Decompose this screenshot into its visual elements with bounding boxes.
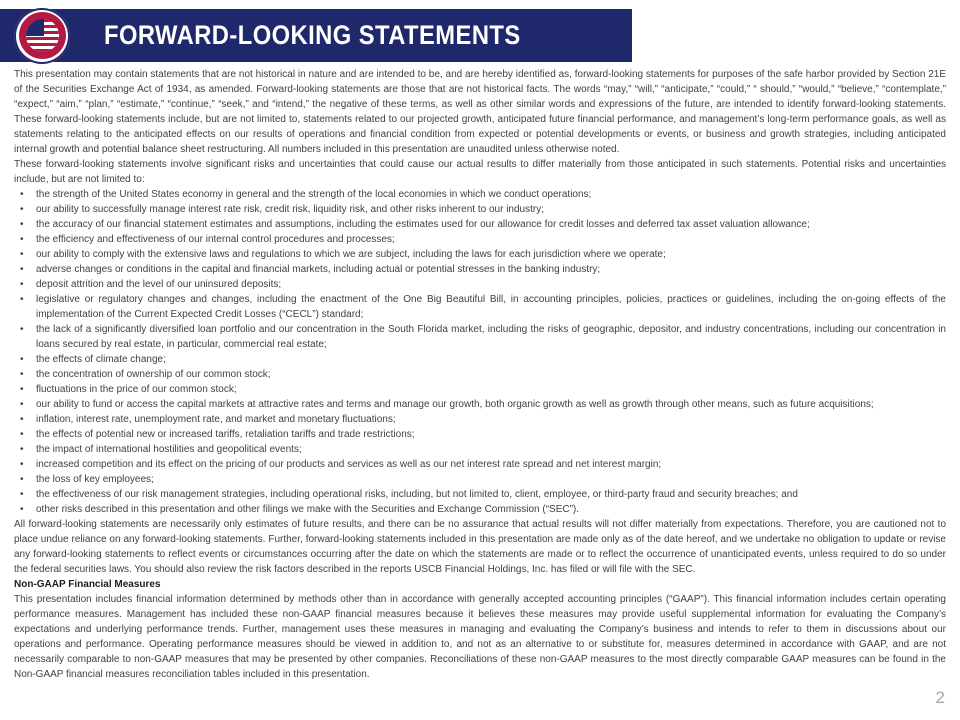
bullet-text: the concentration of ownership of our common stock;	[36, 369, 271, 380]
bullet-icon: •	[20, 489, 24, 500]
list-item	[14, 502, 946, 517]
list-item	[14, 487, 946, 502]
bullet-icon: •	[20, 324, 24, 335]
risk-bullet-list	[14, 187, 946, 517]
bullet-icon: •	[20, 369, 24, 380]
list-item	[14, 412, 946, 427]
bullet-text: our ability to fund or access the capital markets at attractive rates and terms and manage our growth, both organic growth as well as growth through other means, such as future acquisitions;	[36, 399, 874, 410]
bullet-icon: •	[20, 204, 24, 215]
header-bar	[0, 9, 632, 62]
bullet-icon: •	[20, 384, 24, 395]
non-gaap-paragraph: This presentation includes financial information determined by methods other than in accordance with generally accepted accounting principles (“GAAP”). This financial information includes certain operating performance measures. Management has included these non-GAAP financial measures because it believes these measures may provide useful supplemental information for evaluating the Company’s expectations and underlying performance trends. Further, management uses these measures in managing and evaluating the Company’s business and intends to refer to them in discussions about our operations and performance. Operating performance measures should be viewed in addition to, and not as an alternative to or substitute for, measures determined in accordance with GAAP, and are not necessarily comparable to non-GAAP measures that may be presented by other companies. Reconciliations of these non-GAAP measures to the most directly comparable GAAP measures can be found in the Non-GAAP financial measures reconciliation tables included in this presentation.	[14, 594, 946, 680]
bullet-text: the strength of the United States economy in general and the strength of the local economies in which we conduct operations;	[36, 189, 592, 200]
list-item	[14, 457, 946, 472]
list-item	[14, 262, 946, 277]
flag-canton-icon	[26, 19, 44, 36]
bullet-text: other risks described in this presentation and other filings we make with the Securities and Exchange Commission (“SEC”).	[36, 504, 580, 515]
bullet-icon: •	[20, 474, 24, 485]
bullet-text: inflation, interest rate, unemployment rate, and market and monetary fluctuations;	[36, 414, 396, 425]
bullet-text: legislative or regulatory changes and changes, including the enactment of the One Big Beautiful Bill, in accounting principles, policies, practices or guidelines, including the on-going effects of the implementation of the Current Expected Credit Losses (“CECL”) standard;	[36, 294, 946, 320]
bullet-icon: •	[20, 414, 24, 425]
bullet-icon: •	[20, 354, 24, 365]
list-item	[14, 352, 946, 367]
bullet-text: the impact of international hostilities and geopolitical events;	[36, 444, 302, 455]
list-item	[14, 442, 946, 457]
bullet-icon: •	[20, 249, 24, 260]
non-gaap-heading: Non-GAAP Financial Measures	[14, 579, 161, 590]
bullet-text: the efficiency and effectiveness of our internal control procedures and processes;	[36, 234, 395, 245]
bullet-icon: •	[20, 429, 24, 440]
closing-paragraph: All forward-looking statements are necessarily only estimates of future results, and there can be no assurance that actual results will not differ materially from expectations. Therefore, you are cautioned not to place undue reliance on any forward-looking statements. Further, forward-looking statements included in this presentation are made only as of the date hereof, and we undertake no obligation to update or revise any forward-looking statements to reflect events or circumstances occurring after the date on which the statements are made or to reflect the occurrence of unanticipated events, unless required to do so under the federal securities laws. You should also review the risk factors described in the reports USCB Financial Holdings, Inc. has filed or will file with the SEC.	[14, 519, 946, 575]
bullet-text: adverse changes or conditions in the capital and financial markets, including actual or potential stresses in the banking industry;	[36, 264, 601, 275]
bullet-icon: •	[20, 219, 24, 230]
list-item	[14, 202, 946, 217]
list-item	[14, 367, 946, 382]
list-item	[14, 427, 946, 442]
bullet-icon: •	[20, 279, 24, 290]
bullet-icon: •	[20, 234, 24, 245]
bullet-icon: •	[20, 264, 24, 275]
list-item	[14, 187, 946, 202]
bullet-icon: •	[20, 399, 24, 410]
bullet-icon: •	[20, 459, 24, 470]
list-item	[14, 277, 946, 292]
bullet-text: the effects of potential new or increased tariffs, retaliation tariffs and trade restrictions;	[36, 429, 415, 440]
bullet-text: the effectiveness of our risk management strategies, including operational risks, including, but not limited to, client, employee, or third-party fraud and security breaches; and	[36, 489, 798, 500]
bullet-text: the effects of climate change;	[36, 354, 166, 365]
list-item	[14, 217, 946, 232]
list-item	[14, 292, 946, 322]
list-item	[14, 232, 946, 247]
bullet-text: deposit attrition and the level of our uninsured deposits;	[36, 279, 282, 290]
flag-icon	[26, 19, 59, 52]
bullet-icon: •	[20, 189, 24, 200]
list-item	[14, 397, 946, 412]
bullet-text: fluctuations in the price of our common stock;	[36, 384, 237, 395]
intro-paragraph-2: These forward-looking statements involve significant risks and uncertainties that could cause our actual results to differ materially from those anticipated in such statements. Potential risks and uncertainties include, but are not limited to:	[14, 159, 946, 185]
logo-red-ring	[19, 12, 66, 59]
page-title: FORWARD-LOOKING STATEMENTS	[104, 20, 521, 50]
bullet-text: the loss of key employees;	[36, 474, 154, 485]
page-number: 2	[935, 688, 945, 707]
bullet-icon: •	[20, 294, 24, 305]
bullet-text: increased competition and its effect on the pricing of our products and services as well as our net interest rate spread and net interest margin;	[36, 459, 662, 470]
list-item	[14, 247, 946, 262]
list-item	[14, 322, 946, 352]
bullet-icon: •	[20, 444, 24, 455]
uscb-logo	[14, 8, 70, 64]
intro-paragraph-1: This presentation may contain statements that are not historical in nature and are intended to be, and are hereby identified as, forward-looking statements for purposes of the safe harbor provided by Section 21E of the Securities Exchange Act of 1934, as amended. Forward-looking statements are those that are not historical facts. The words “may,” “will,” “anticipate,” “could,” “ should,” “would,” “believe,” “contemplate,” “expect,” “aim,” “plan,” “estimate,” “continue,” “seek,” and “intend,” the negative of these terms, as well as other similar words and expressions of the future, are intended to identify forward-looking statements. These forward-looking statements include, but are not limited to, statements related to our projected growth, anticipated future financial performance, and management’s long-term performance goals, as well as statements relating to the anticipated effects on our results of operations and financial condition from expected or potential developments or events, or business and growth strategies, including anticipated internal growth and potential balance sheet restructuring. All numbers included in this presentation are unaudited unless otherwise noted.	[14, 69, 946, 155]
bullet-text: the lack of a significantly diversified loan portfolio and our concentration in the South Florida market, including the risks of geographic, depositor, and industry concentrations, including our concentration in loans secured by real estate, in particular, commercial real estate;	[36, 324, 946, 350]
disclaimer-body	[14, 67, 946, 682]
bullet-text: our ability to comply with the extensive laws and regulations to which we are subject, including the laws for each jurisdiction where we operate;	[36, 249, 666, 260]
bullet-icon: •	[20, 504, 24, 515]
list-item	[14, 472, 946, 487]
bullet-text: our ability to successfully manage interest rate risk, credit risk, liquidity risk, and other risks inherent to our industry;	[36, 204, 544, 215]
list-item	[14, 382, 946, 397]
bullet-text: the accuracy of our financial statement estimates and assumptions, including the estimates used for our allowance for credit losses and deferred tax asset valuation allowance;	[36, 219, 810, 230]
